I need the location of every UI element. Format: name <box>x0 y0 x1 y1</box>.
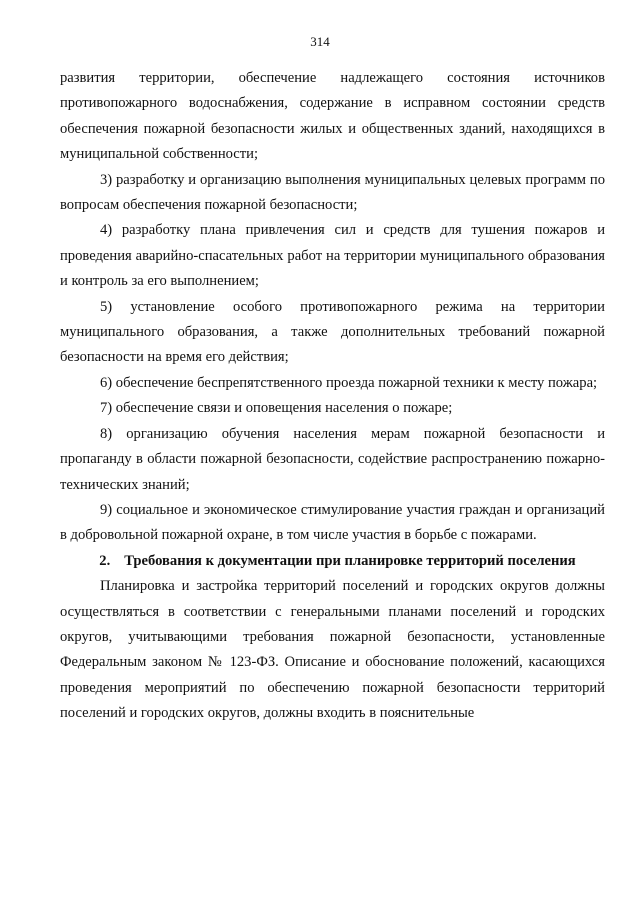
section-title: Требования к документации при планировке территорий поселения <box>124 552 576 569</box>
list-item-4: 4) разработку плана привлечения сил и средств для тушения пожаров и проведения аварийно-спасательных работ на территории муниципального образования и контроль за его выполнением; <box>60 222 605 290</box>
section-heading <box>60 549 605 574</box>
page-number: 314 <box>310 34 330 49</box>
section-paragraph: Планировка и застройка территорий поселений и городских округов должны осуществляться в соответствии с генеральными планами поселений и городских округов, учитывающими требования пожарной безопасности, установленные Федеральным законом № 123-ФЗ. Описание и обоснование положений, касающихся проведения мероприятий по обеспечению пожарной безопасности территорий поселений и городских округов, должны входить в пояснительные <box>60 578 605 722</box>
list-item-5: 5) установление особого противопожарного режима на территории муниципального образования, а также дополнительных требований пожарной безопасности на время его действия; <box>60 298 605 366</box>
list-item-3: 3) разработку и организацию выполнения муниципальных целевых программ по вопросам обеспечения пожарной безопасности; <box>60 171 605 214</box>
list-item-6: 6) обеспечение беспрепятственного проезда пожарной техники к месту пожара; <box>100 374 598 391</box>
section-number: 2. <box>99 552 111 569</box>
list-item-7: 7) обеспечение связи и оповещения населения о пожаре; <box>100 400 453 417</box>
list-item-8: 8) организацию обучения населения мерам пожарной безопасности и пропаганду в области пожарной безопасности, содействие распространению пожарно-технических знаний; <box>60 425 605 493</box>
page-body <box>60 66 605 727</box>
list-item-9: 9) социальное и экономическое стимулирование участия граждан и организаций в добровольной пожарной охране, в том числе участия в борьбе с пожарами. <box>60 501 605 544</box>
paragraph-continuation: развития территории, обеспечение надлежащего состояния источников противопожарного водоснабжения, содержание в исправном состоянии средств обеспечения пожарной безопасности жилых и общественных зданий, находящихся в муниципальной собственности; <box>60 70 605 163</box>
